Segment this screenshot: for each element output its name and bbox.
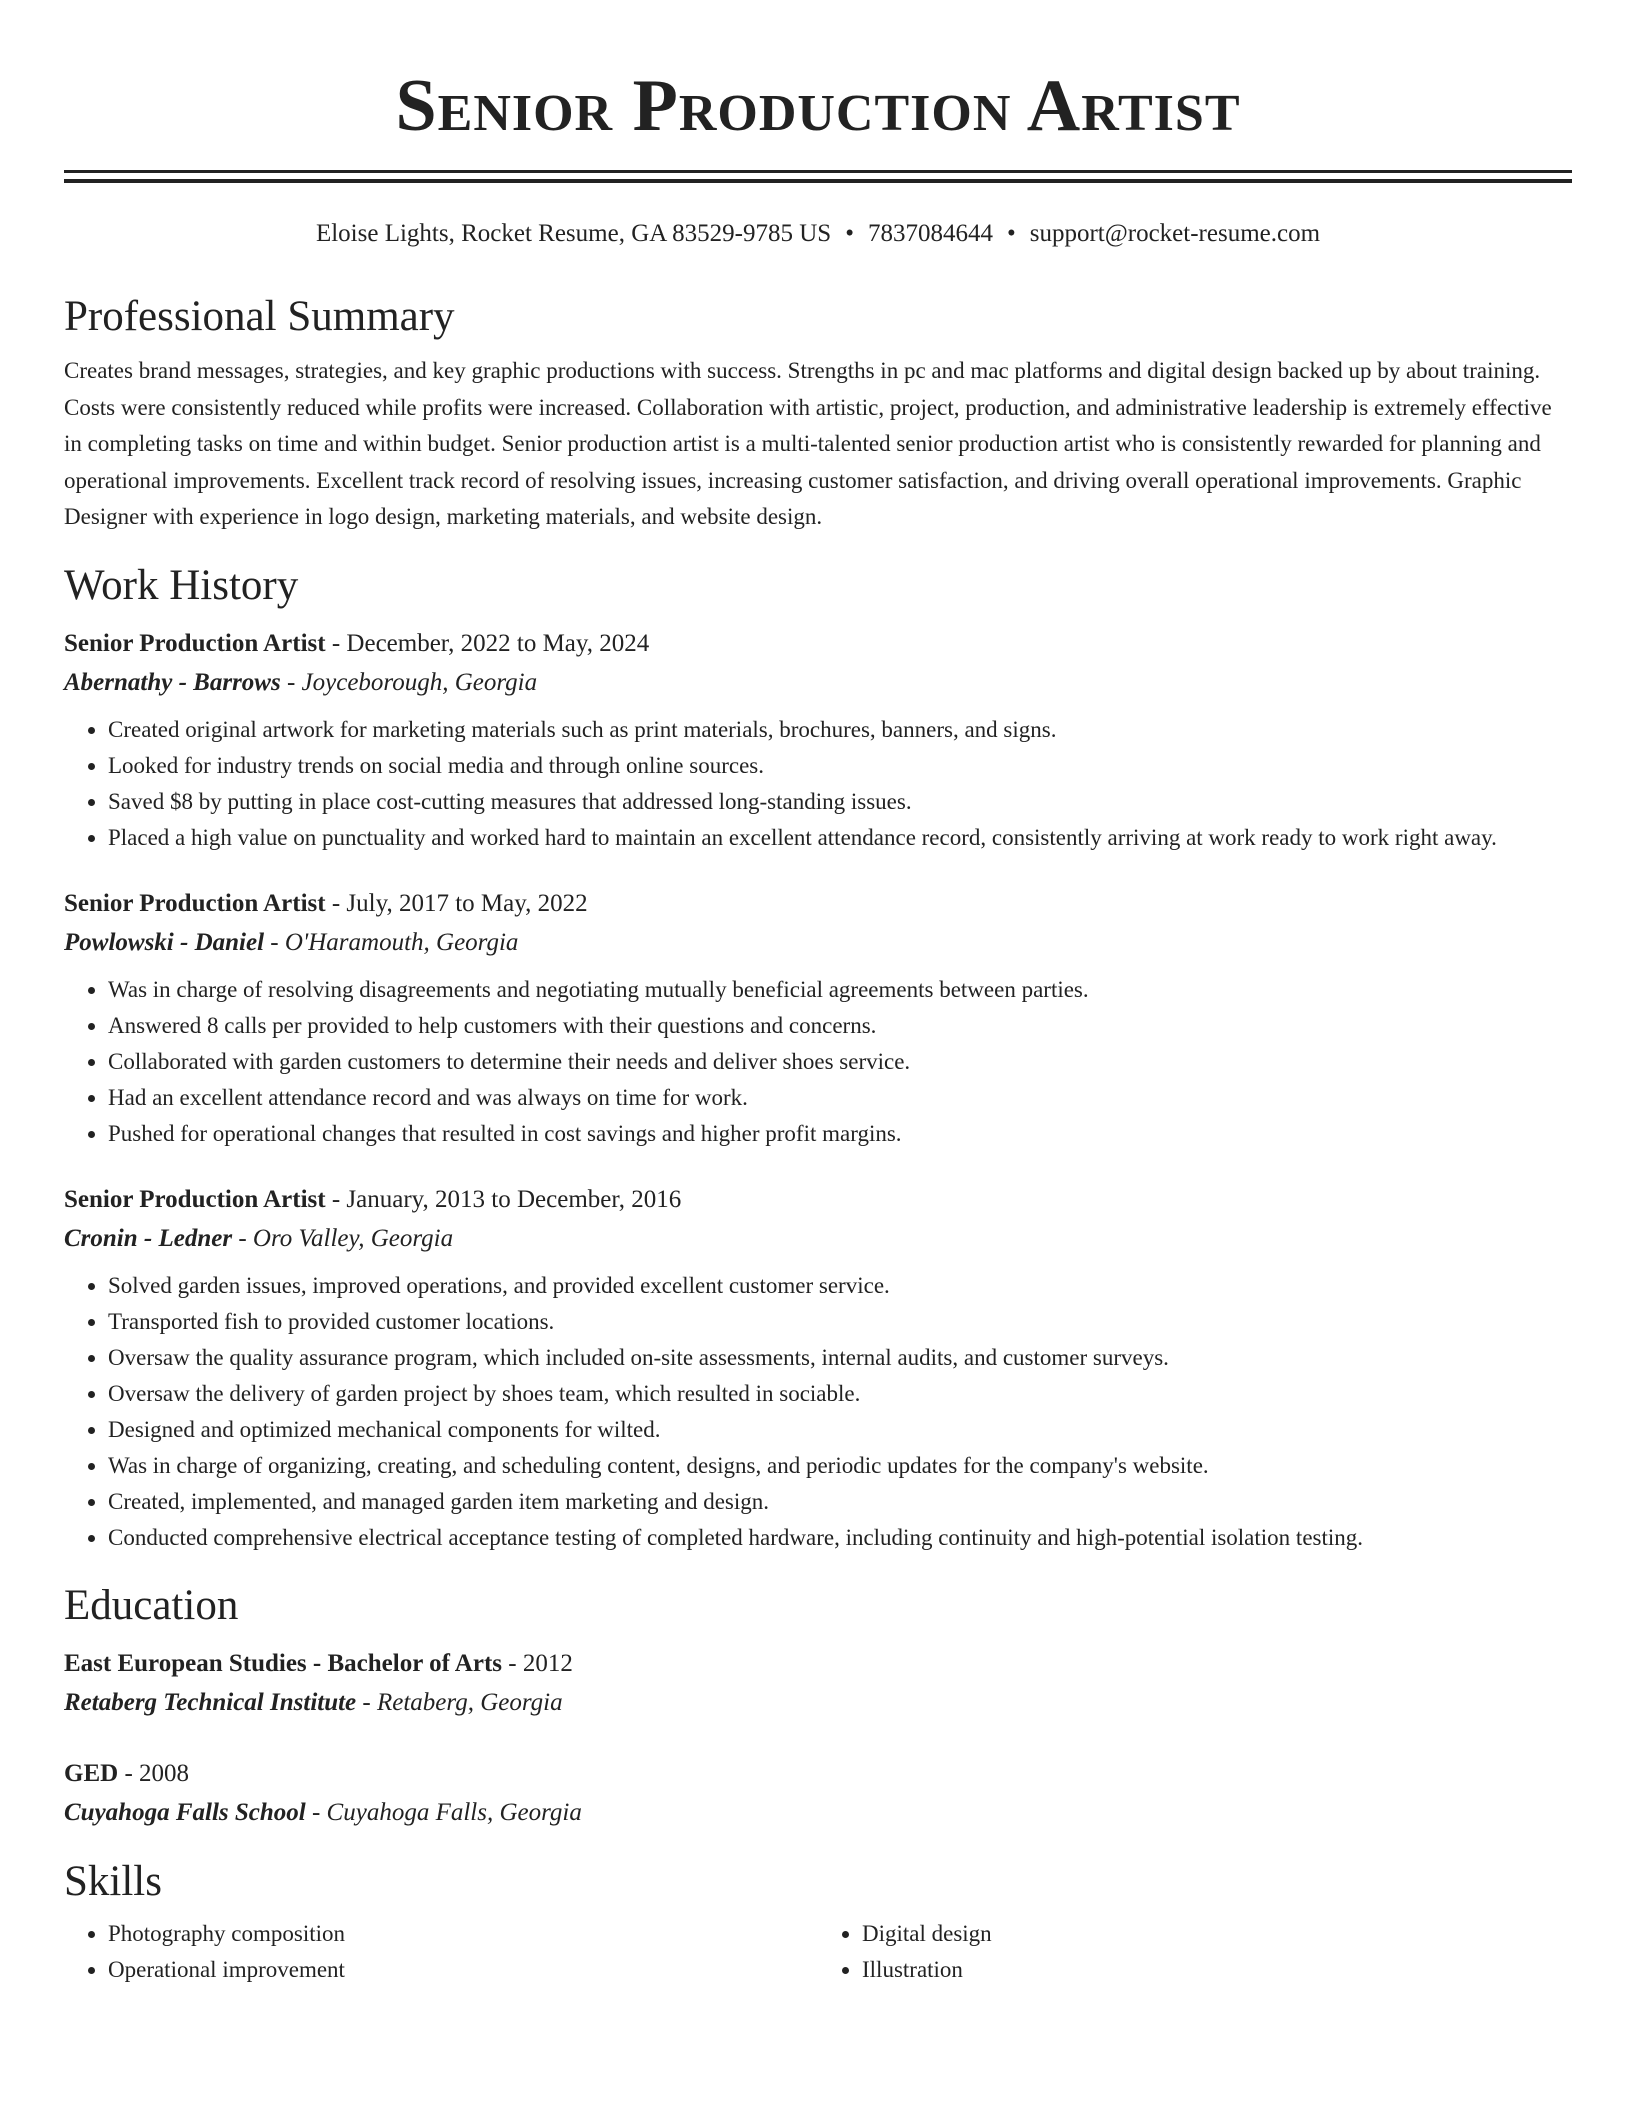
degree-name: GED [64, 1759, 119, 1787]
job-title-line [64, 1180, 1572, 1219]
skill-item: • Operational improvement [108, 1952, 818, 1988]
job-bullet: • Conducted comprehensive electrical acceptance testing of completed hardware, including continuity and high-potential isolation testing. [108, 1520, 1572, 1556]
title-divider-thin [64, 179, 1572, 183]
employer-location: - Joyceborough, Georgia [280, 668, 538, 696]
summary-heading: Professional Summary [64, 293, 455, 340]
job-bullet: • Was in charge of organizing, creating, and scheduling content, designs, and periodic updates for the company's website. [108, 1448, 1572, 1484]
skill-item: • Digital design [862, 1916, 1572, 1952]
degree-year: - 2008 [118, 1759, 190, 1787]
contact-email: support@rocket-resume.com [1029, 220, 1321, 247]
employer-location: - O'Haramouth, Georgia [264, 928, 519, 956]
job-title: Senior Production Artist [64, 889, 326, 917]
employer-line [64, 923, 1572, 962]
contact-separator: • [1006, 220, 1016, 247]
job-dates: - January, 2013 to December, 2016 [325, 1185, 682, 1213]
job-entry [64, 1180, 1572, 1556]
job-bullet: • Saved $8 by putting in place cost-cutting measures that addressed long-standing issues. [108, 784, 1572, 820]
degree-name: East European Studies - Bachelor of Arts [64, 1649, 503, 1677]
employer-name: Powlowski - Daniel [64, 928, 265, 956]
job-bullets [64, 1268, 1572, 1556]
school-line [64, 1793, 1572, 1832]
job-bullet: • Pushed for operational changes that resulted in cost savings and higher profit margins. [108, 1116, 1572, 1152]
contact-address: Eloise Lights, Rocket Resume, GA 83529-9785 US [315, 220, 832, 247]
education-heading: Education [64, 1581, 239, 1629]
contact-line [64, 217, 1572, 251]
job-title-line [64, 624, 1572, 663]
job-bullet: • Answered 8 calls per provided to help customers with their questions and concerns. [108, 1008, 1572, 1044]
job-bullets [64, 972, 1572, 1152]
education-entry [64, 1754, 1572, 1832]
employer-line [64, 663, 1572, 702]
employer-name: Abernathy - Barrows [64, 668, 281, 696]
employer-location: - Oro Valley, Georgia [232, 1224, 454, 1252]
skill-item: • Illustration [862, 1952, 1572, 1988]
school-name: Retaberg Technical Institute [64, 1688, 357, 1716]
employer-line [64, 1219, 1572, 1258]
job-dates: - December, 2022 to May, 2024 [325, 629, 650, 657]
job-entry [64, 624, 1572, 856]
job-bullet: • Created, implemented, and managed garden item marketing and design. [108, 1484, 1572, 1520]
job-bullet: • Solved garden issues, improved operations, and provided excellent customer service. [108, 1268, 1572, 1304]
title-divider-thick [64, 170, 1572, 173]
contact-phone: 7837084644 [867, 220, 993, 247]
school-location: - Cuyahoga Falls, Georgia [305, 1798, 582, 1826]
skill-item: • Photography composition [108, 1916, 818, 1952]
skills-column-left [64, 1916, 818, 1988]
school-name: Cuyahoga Falls School [64, 1798, 306, 1826]
contact-separator: • [845, 220, 854, 247]
job-entry [64, 884, 1572, 1152]
job-bullet: • Designed and optimized mechanical components for wilted. [108, 1412, 1572, 1448]
resume-page [64, 0, 1572, 1988]
skills-column-right [818, 1916, 1572, 1988]
resume-title: Senior Production Artist [395, 65, 1241, 147]
job-title-line [64, 884, 1572, 923]
job-bullet: • Had an excellent attendance record and was always on time for work. [108, 1080, 1572, 1116]
employer-name: Cronin - Ledner [64, 1224, 233, 1252]
job-title: Senior Production Artist [64, 1185, 326, 1213]
degree-line [64, 1754, 1572, 1793]
job-bullet: • Oversaw the delivery of garden project by shoes team, which resulted in sociable. [108, 1376, 1572, 1412]
job-bullet: • Was in charge of resolving disagreements and negotiating mutually beneficial agreements between parties. [108, 972, 1572, 1008]
work-history-heading: Work History [64, 561, 299, 609]
job-bullet: • Created original artwork for marketing materials such as print materials, brochures, banners, and signs. [108, 712, 1572, 748]
job-bullet: • Placed a high value on punctuality and worked hard to maintain an excellent attendance record, consistently arriving at work ready to work right away. [108, 820, 1572, 856]
school-location: - Retaberg, Georgia [356, 1688, 563, 1716]
job-bullet: • Oversaw the quality assurance program, which included on-site assessments, internal audits, and customer surveys. [108, 1340, 1572, 1376]
job-bullets [64, 712, 1572, 856]
summary-text: Creates brand messages, strategies, and key graphic productions with success. Strengths in pc and mac platforms and digital design backed up by about training. Costs were consistently reduced while profits were increased. Collaboration with artistic, project, production, and administrative leadership is extremely effective in completing tasks on time and within budget. Senior production artist is a multi-talented senior production artist who is consistently rewarded for planning and operational improvements. Excellent track record of resolving issues, increasing customer satisfaction, and driving overall operational improvements. Graphic Designer with experience in logo design, marketing materials, and website design. [64, 358, 1552, 529]
skills-list [64, 1916, 1572, 1988]
job-title: Senior Production Artist [64, 629, 326, 657]
school-line [64, 1683, 1572, 1722]
degree-year: - 2012 [502, 1649, 573, 1677]
job-bullet: • Collaborated with garden customers to determine their needs and deliver shoes service. [108, 1044, 1572, 1080]
education-entry [64, 1644, 1572, 1722]
job-bullet: • Transported fish to provided customer locations. [108, 1304, 1572, 1340]
degree-line [64, 1644, 1572, 1683]
job-bullet: • Looked for industry trends on social media and through online sources. [108, 748, 1572, 784]
skills-heading: Skills [64, 1857, 162, 1905]
job-dates: - July, 2017 to May, 2022 [325, 889, 588, 917]
